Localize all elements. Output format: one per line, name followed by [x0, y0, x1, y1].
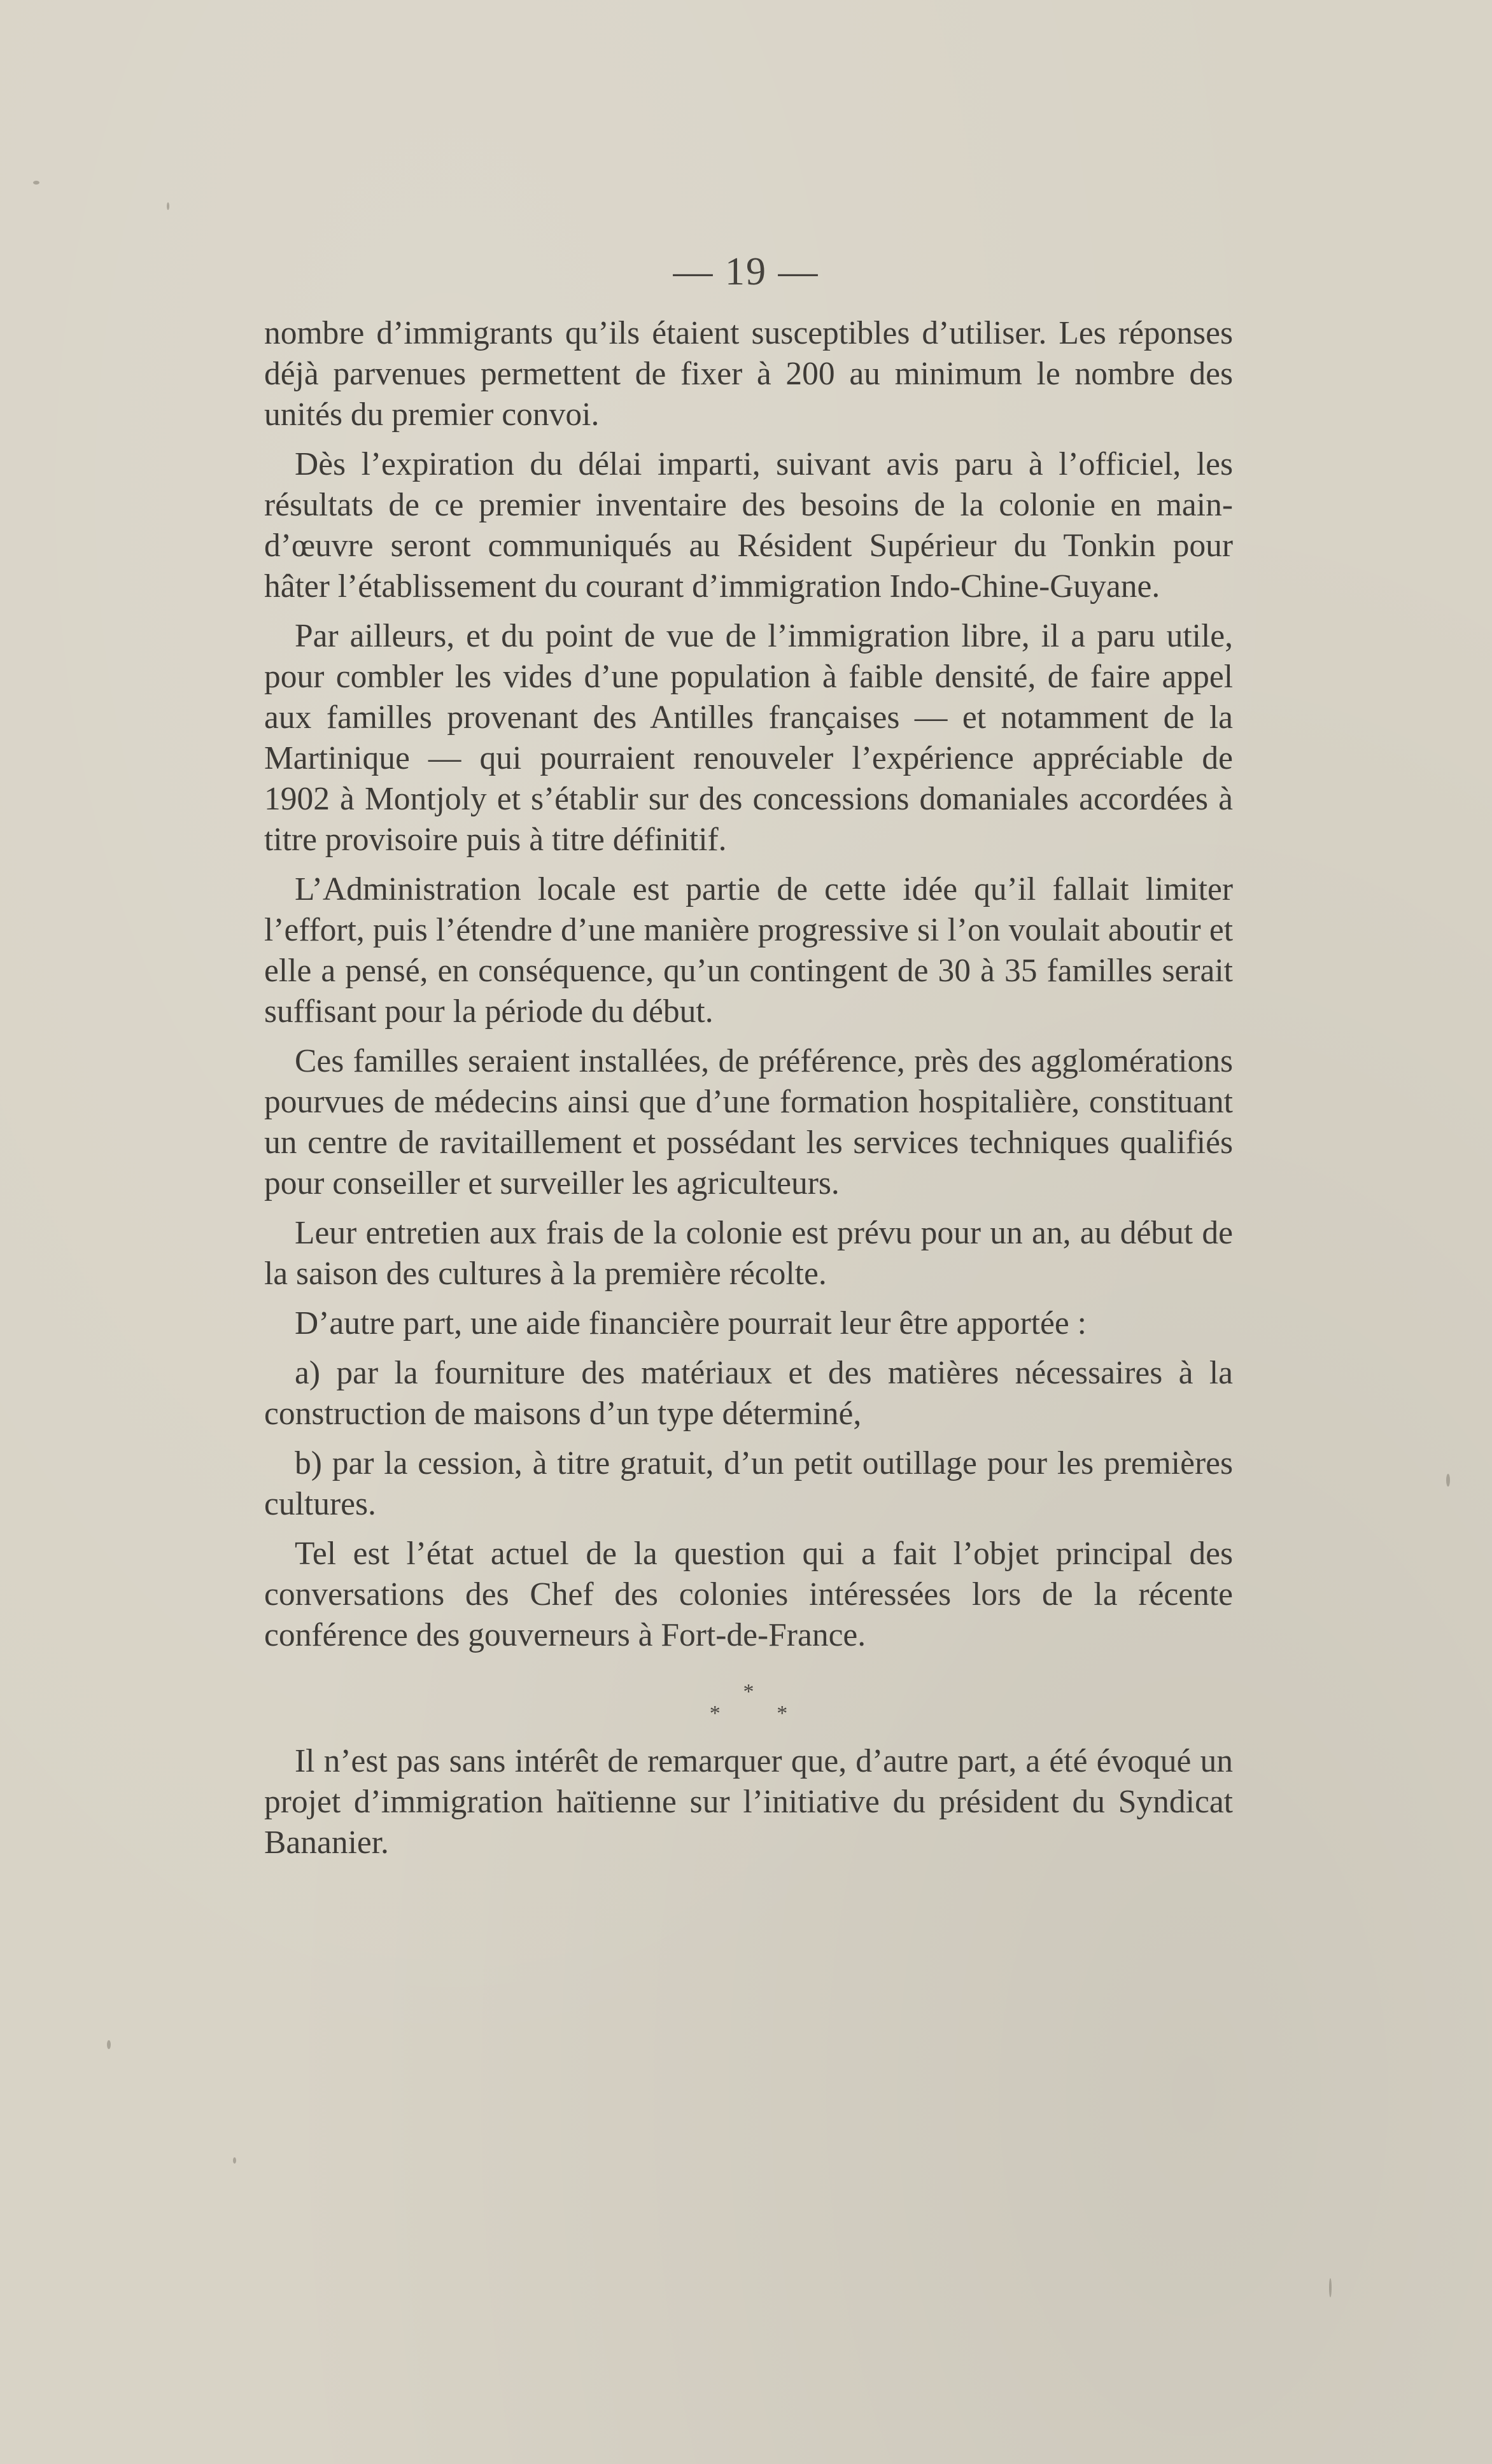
- paragraph: D’autre part, une aide financière pourrait leur être apportée :: [295, 1305, 1087, 1341]
- paragraph: L’Administration locale est partie de cette idée qu’il fallait limiter l’effort, puis l’étendre d’une manière progressive si l’on voulait aboutir et elle a pensé, en conséquence, qu’un contingent de 30 à 35 familles serait suffisant pour la période du début.: [264, 871, 1233, 1030]
- section-separator: [264, 1681, 1233, 1725]
- list-item: b) par la cession, à titre gratuit, d’un petit outillage pour les premières cultures.: [264, 1445, 1233, 1522]
- page-number: — 19 —: [673, 250, 819, 293]
- paragraph-continuation: nombre d’immigrants qu’ils étaient susceptibles d’utiliser. Les réponses déjà parvenues permettent de fixer à 200 au minimum le nombre des unités du premier convoi.: [264, 315, 1233, 433]
- paragraph: Par ailleurs, et du point de vue de l’immigration libre, il a paru utile, pour combler les vides d’une population à faible densité, de faire appel aux familles provenant des Antilles françaises — et notamment de la Martinique — qui pourraient renouveler l’expérience appréciable de 1902 à Montjoly et s’établir sur des concessions domaniales accordées à titre provisoire puis à titre définitif.: [264, 618, 1233, 858]
- document-body: [264, 313, 1233, 1872]
- paper-speck: [107, 2040, 111, 2049]
- paragraph: Dès l’expiration du délai imparti, suivant avis paru à l’officiel, les résultats de ce premier inventaire des besoins de la colonie en main-d’œuvre seront communiqués au Résident Supérieur du Tonkin pour hâter l’établissement du courant d’immigration Indo-Chine-Guyane.: [264, 446, 1233, 605]
- separator-asterisks-bottom: * *: [709, 1702, 813, 1725]
- separator-asterisk-top: *: [743, 1680, 754, 1704]
- paper-speck: [167, 202, 169, 210]
- paragraph: Tel est l’état actuel de la question qui a fait l’objet principal des conversations des Chef des colonies intéressées lors de la récente conférence des gouverneurs à Fort-de-France.: [264, 1536, 1233, 1653]
- paper-speck: [233, 2157, 236, 2164]
- paper-speck: [1446, 1474, 1450, 1487]
- list-item: a) par la fourniture des matériaux et des matières nécessaires à la construction de maisons d’un type déterminé,: [264, 1355, 1233, 1432]
- paper-speck: [33, 181, 39, 185]
- paper-speck: [1329, 2278, 1332, 2297]
- paragraph: Leur entretien aux frais de la colonie est prévu pour un an, au début de la saison des cultures à la première récolte.: [264, 1215, 1233, 1292]
- paragraph: Ces familles seraient installées, de préférence, près des agglomérations pourvues de médecins ainsi que d’une formation hospitalière, constituant un centre de ravitaillement et possédant les services techniques qualifiés pour conseiller et surveiller les agriculteurs.: [264, 1043, 1233, 1201]
- paragraph: Il n’est pas sans intérêt de remarquer que, d’autre part, a été évoqué un projet d’immigration haïtienne sur l’initiative du président du Syndicat Bananier.: [264, 1743, 1233, 1861]
